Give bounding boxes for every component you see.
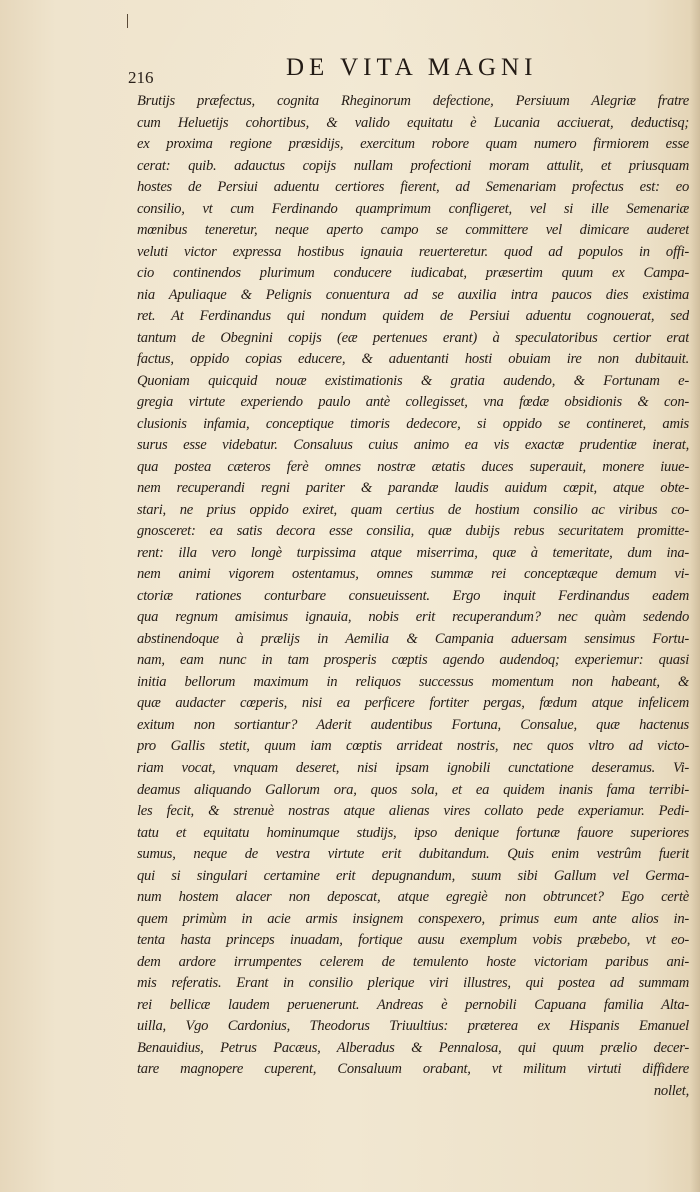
text-line: rent: illa vero longè turpissima atque miserrima, quæ à temeritate, dum ina- xyxy=(137,544,689,561)
text-line: num hostem alacer non deposcat, atque egregiè non obtruncet? Ego certè xyxy=(137,889,689,906)
text-line: deamus aliquando Gallorum ora, quos sola, et ea quidem inanis fama terribi- xyxy=(137,781,689,798)
text-line: mis referatis. Erant in consilio plerique viri illustres, qui postea ad summam xyxy=(137,975,689,992)
text-line: exitum non sortiantur? Aderit audentibus Fortuna, Consalue, quæ hactenus xyxy=(137,716,689,733)
text-line: tatu et equitatu hominumque studijs, ipso denique fortunæ fauore superiores xyxy=(137,824,689,841)
text-line: ex proxima regione præsidijs, exercitum robore quam numero firmiorem esse xyxy=(137,136,689,153)
text-line: qua postea cæteros ferè omnes nostræ ætatis duces superauit, monere iuue- xyxy=(137,458,689,475)
text-line: tare magnopere cuperent, Consaluum orabant, vt militum virtuti diffidere xyxy=(137,1061,689,1078)
body-text xyxy=(137,91,689,1102)
text-line: dem ardore irrumpentes celerem de temulento hoste victoriam paribus ani- xyxy=(137,953,689,970)
text-line: les fecit, & strenuè nostras atque alienas vires collato pede experiamur. Pedi- xyxy=(137,803,689,820)
text-line: ctoriæ rationes conturbare consueuissent. Ergo inquit Ferdinandus eadem xyxy=(137,587,689,604)
text-line: rei bellicæ laudem peruenerunt. Andreas è pernobili Capuana familia Alta- xyxy=(137,996,689,1013)
text-line: pro Gallis stetit, quum iam cœptis arrideat nostris, nec quos vltro ad victo- xyxy=(137,738,689,755)
text-line: Quoniam quicquid nouæ existimationis & gratia audendo, & Fortunam e- xyxy=(137,372,689,389)
text-line: veluti victor expressa hostibus ignauia reuerteretur. quod ad populos in offi- xyxy=(137,243,689,260)
text-line: surus esse videbatur. Consaluus cuius animo ea vis exactæ prudentiæ inerat, xyxy=(137,437,689,454)
text-line: initia bellorum maximum in reliquos successus momentum non habeant, & xyxy=(137,673,689,690)
text-line: mœnibus teneretur, neque aperto campo se committere vel dimicare auderet xyxy=(137,222,689,239)
text-line: cerat: quib. adauctus copijs nullam profectioni moram attulit, et priusquam xyxy=(137,157,689,174)
printer-mark xyxy=(127,14,128,28)
text-line: tantum de Obegnini copijs (eæ pertenues erant) à speculatoribus certior erat xyxy=(137,329,689,346)
text-line: quæ audacter cœperis, nisi ea perficere fortiter pergas, fœdum atque infelicem xyxy=(137,695,689,712)
text-line: Benauidius, Petrus Pacæus, Alberadus & Pennalosa, qui quum prælio decer- xyxy=(137,1039,689,1056)
text-line: Brutijs præfectus, cognita Rheginorum defectione, Persiuum Alegriæ fratre xyxy=(137,93,689,109)
text-line: nem animi vigorem ostentamus, omnes summæ rei conceptæque demum vi- xyxy=(137,566,689,583)
text-line: tenta hasta princeps inuadam, fortique ausu exemplum vobis præbebo, vt eo- xyxy=(137,932,689,949)
text-line: quem primùm in acie armis insignem conspexero, primus eum ante alios in- xyxy=(137,910,689,927)
text-line: cum Heluetijs cohortibus, & valido equitatu è Lucania acciuerat, deductisq; xyxy=(137,114,689,131)
text-line: nem recuperandi regni pariter & parandæ laudis auidum cœpit, atque obte- xyxy=(137,480,689,497)
text-line: gnosceret: ea satis decora esse consilia, quæ dubijs rebus securitatem promitte- xyxy=(137,523,689,540)
page-number: 216 xyxy=(128,68,154,87)
text-line: hostes de Persiui aduentu certiores fierent, ad Semenariam profectus est: eo xyxy=(137,179,689,196)
text-line: factus, oppido copias educere, & aduentanti hosti obuiam ire non dubitauit. xyxy=(137,351,689,368)
page-header xyxy=(128,50,688,88)
text-line: gregia virtute experiendo paulo antè collegisset, vna fœdæ obsidionis & con- xyxy=(137,394,689,411)
running-title: DE VITA MAGNI xyxy=(286,54,538,81)
text-line: cio continendos plurimum conducere iudicabat, præsertim quum ex Campa- xyxy=(137,265,689,282)
text-line: qui si singulari certamine erit depugnandum, suum sibi Gallum vel Germa- xyxy=(137,867,689,884)
text-line: stari, ne prius oppido exiret, quam certius de hostium consilio ac viribus co- xyxy=(137,501,689,518)
text-line: clusionis infamia, conceptique timoris dedecore, si oppido se contineret, amis xyxy=(137,415,689,432)
text-line: nollet, xyxy=(653,1082,689,1099)
text-line: nia Apuliaque & Pelignis conuentura ad se auxilia intra paucos dies existima xyxy=(137,286,689,303)
text-line: riam vocat, vnquam deseret, nisi ipsam ignobili cunctatione deseramus. Vi- xyxy=(137,759,689,776)
text-line: nam, eam nunc in tam prosperis cœptis agendo audendoq; experiemur: quasi xyxy=(137,652,689,669)
text-line: sumus, neque de vestra virtute erit dubitandum. Quis enim vestrûm fuerit xyxy=(137,846,689,863)
text-line: ret. At Ferdinandus qui nondum quidem de Persiui aduentu cognouerat, sed xyxy=(137,308,689,325)
text-line: consilio, vt cum Ferdinando quamprimum confligeret, vel si ille Semenariæ xyxy=(137,200,689,217)
text-line: abstinendoque à prælijs in Aemilia & Campania aduersam sensimus Fortu- xyxy=(137,630,689,647)
text-line: qua regnum amisimus ignauia, nobis erit recuperandum? nec quàm sedendo xyxy=(137,609,689,626)
page-edge-shadow xyxy=(690,0,700,1192)
text-line: uilla, Vgo Cardonius, Theodorus Triuultius: præterea ex Hispanis Emanuel xyxy=(137,1018,689,1035)
